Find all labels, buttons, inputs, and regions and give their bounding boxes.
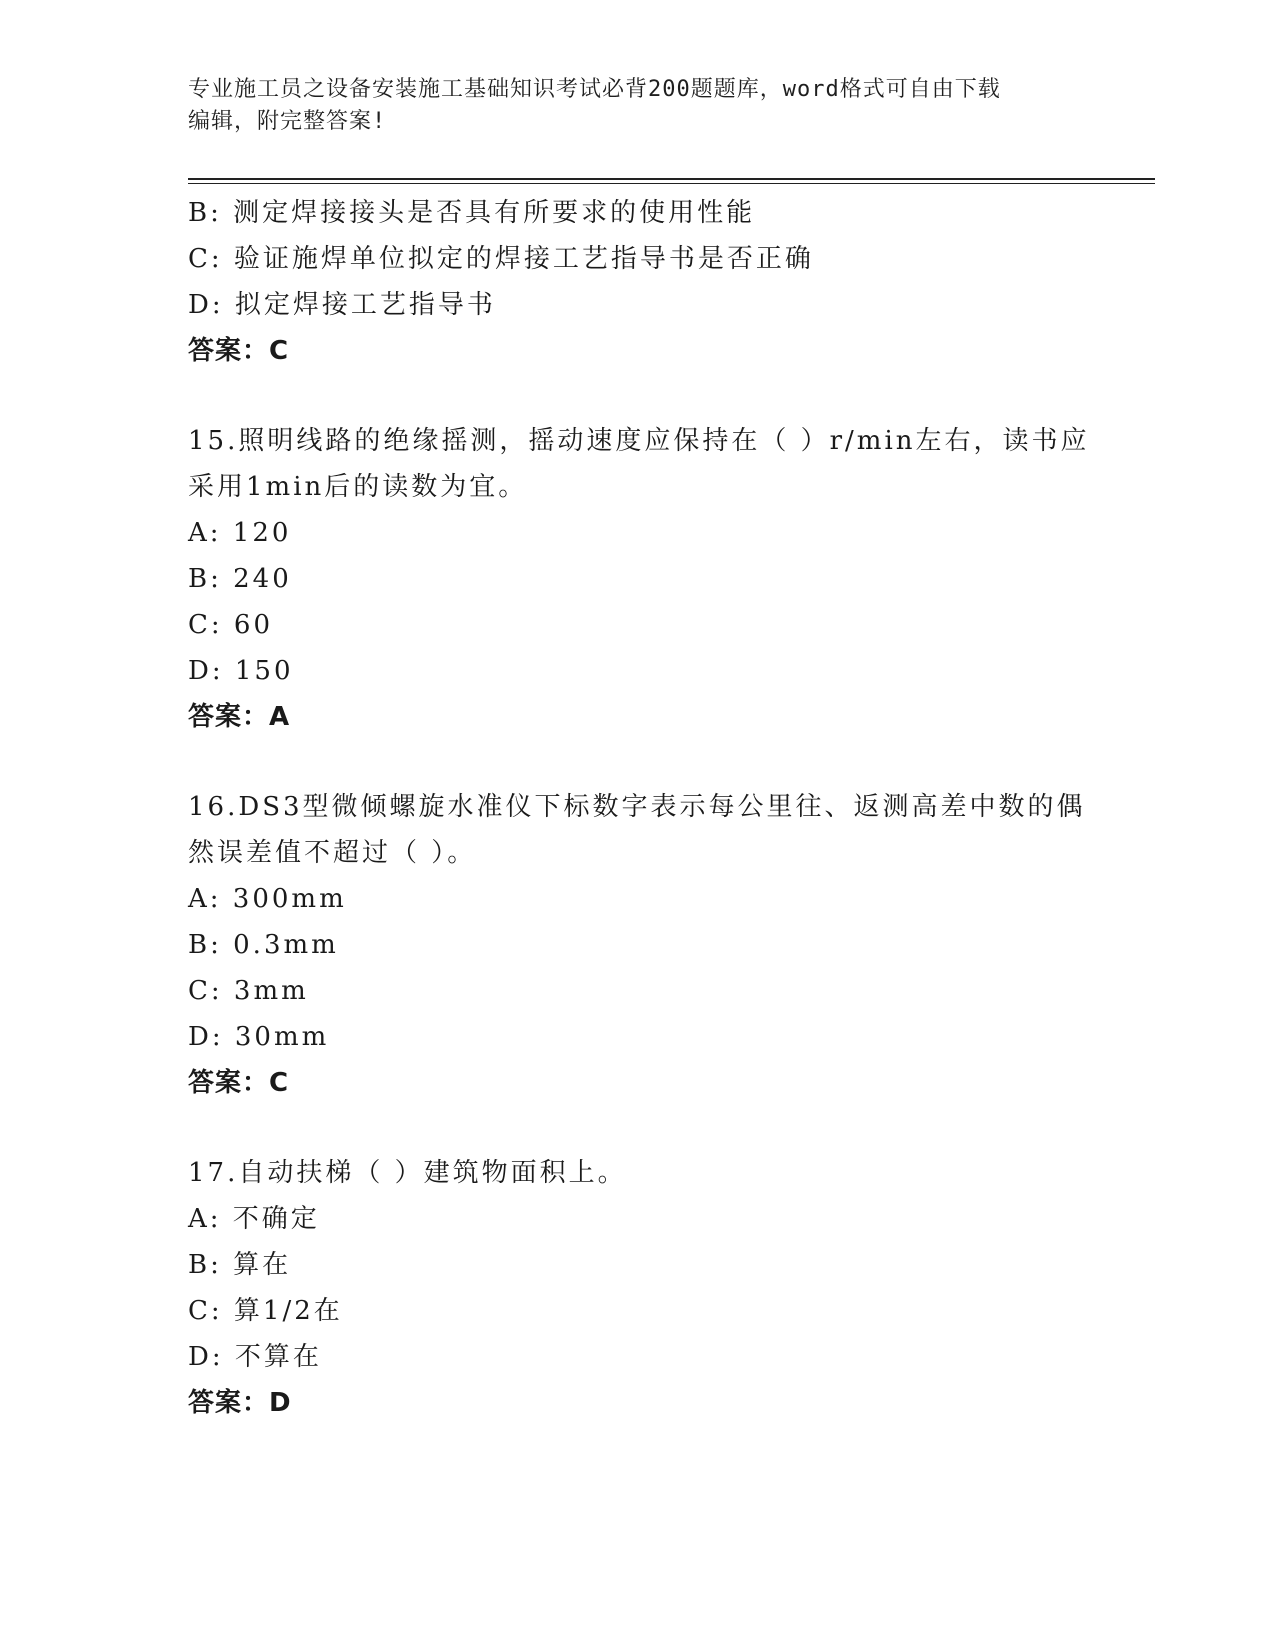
question-17	[188, 1150, 1088, 1426]
option-d: D: 不算在	[188, 1342, 322, 1372]
answer-line: 答案：D	[188, 1388, 292, 1418]
answer-line: 答案：C	[188, 1068, 290, 1098]
option-b: B: 0.3mm	[188, 930, 339, 960]
option-b: B: 240	[188, 564, 292, 594]
option-a: A: 300mm	[188, 884, 347, 914]
document-header	[188, 74, 1088, 138]
question-stem-line-1: 17.自动扶梯（ ）建筑物面积上。	[188, 1158, 627, 1188]
option-d: D: 30mm	[188, 1022, 330, 1052]
option-b: B: 算在	[188, 1250, 292, 1280]
question-15	[188, 418, 1088, 740]
answer-line: 答案：A	[188, 702, 291, 732]
option-a: A: 120	[188, 518, 292, 548]
option-b: B: 测定焊接接头是否具有所要求的使用性能	[188, 198, 756, 228]
option-d: D: 150	[188, 656, 294, 686]
header-divider-thick	[188, 178, 1155, 180]
option-c: C: 算1/2在	[188, 1296, 343, 1326]
answer-line: 答案：C	[188, 336, 290, 366]
option-c: C: 验证施焊单位拟定的焊接工艺指导书是否正确	[188, 244, 814, 274]
option-c: C: 3mm	[188, 976, 309, 1006]
question-stem-line-1: 16.DS3型微倾螺旋水准仪下标数字表示每公里往、返测高差中数的偶	[188, 792, 1086, 822]
question-16	[188, 784, 1088, 1106]
header-title-line-1: 专业施工员之设备安装施工基础知识考试必背200题题库，word格式可自由下载	[188, 77, 1001, 102]
question-stem-line-2: 然误差值不超过（ ）。	[188, 838, 477, 868]
question-stem-line-2: 采用1min后的读数为宜。	[188, 472, 528, 502]
header-title-line-2: 编辑，附完整答案!	[188, 109, 387, 134]
header-divider-thin	[188, 183, 1155, 184]
question-content	[188, 190, 1088, 1426]
option-d: D: 拟定焊接工艺指导书	[188, 290, 496, 320]
previous-question-tail	[188, 190, 1088, 374]
question-stem-line-1: 15.照明线路的绝缘摇测，摇动速度应保持在（ ）r/min左右，读书应	[188, 426, 1090, 456]
option-c: C: 60	[188, 610, 274, 640]
option-a: A: 不确定	[188, 1204, 320, 1234]
